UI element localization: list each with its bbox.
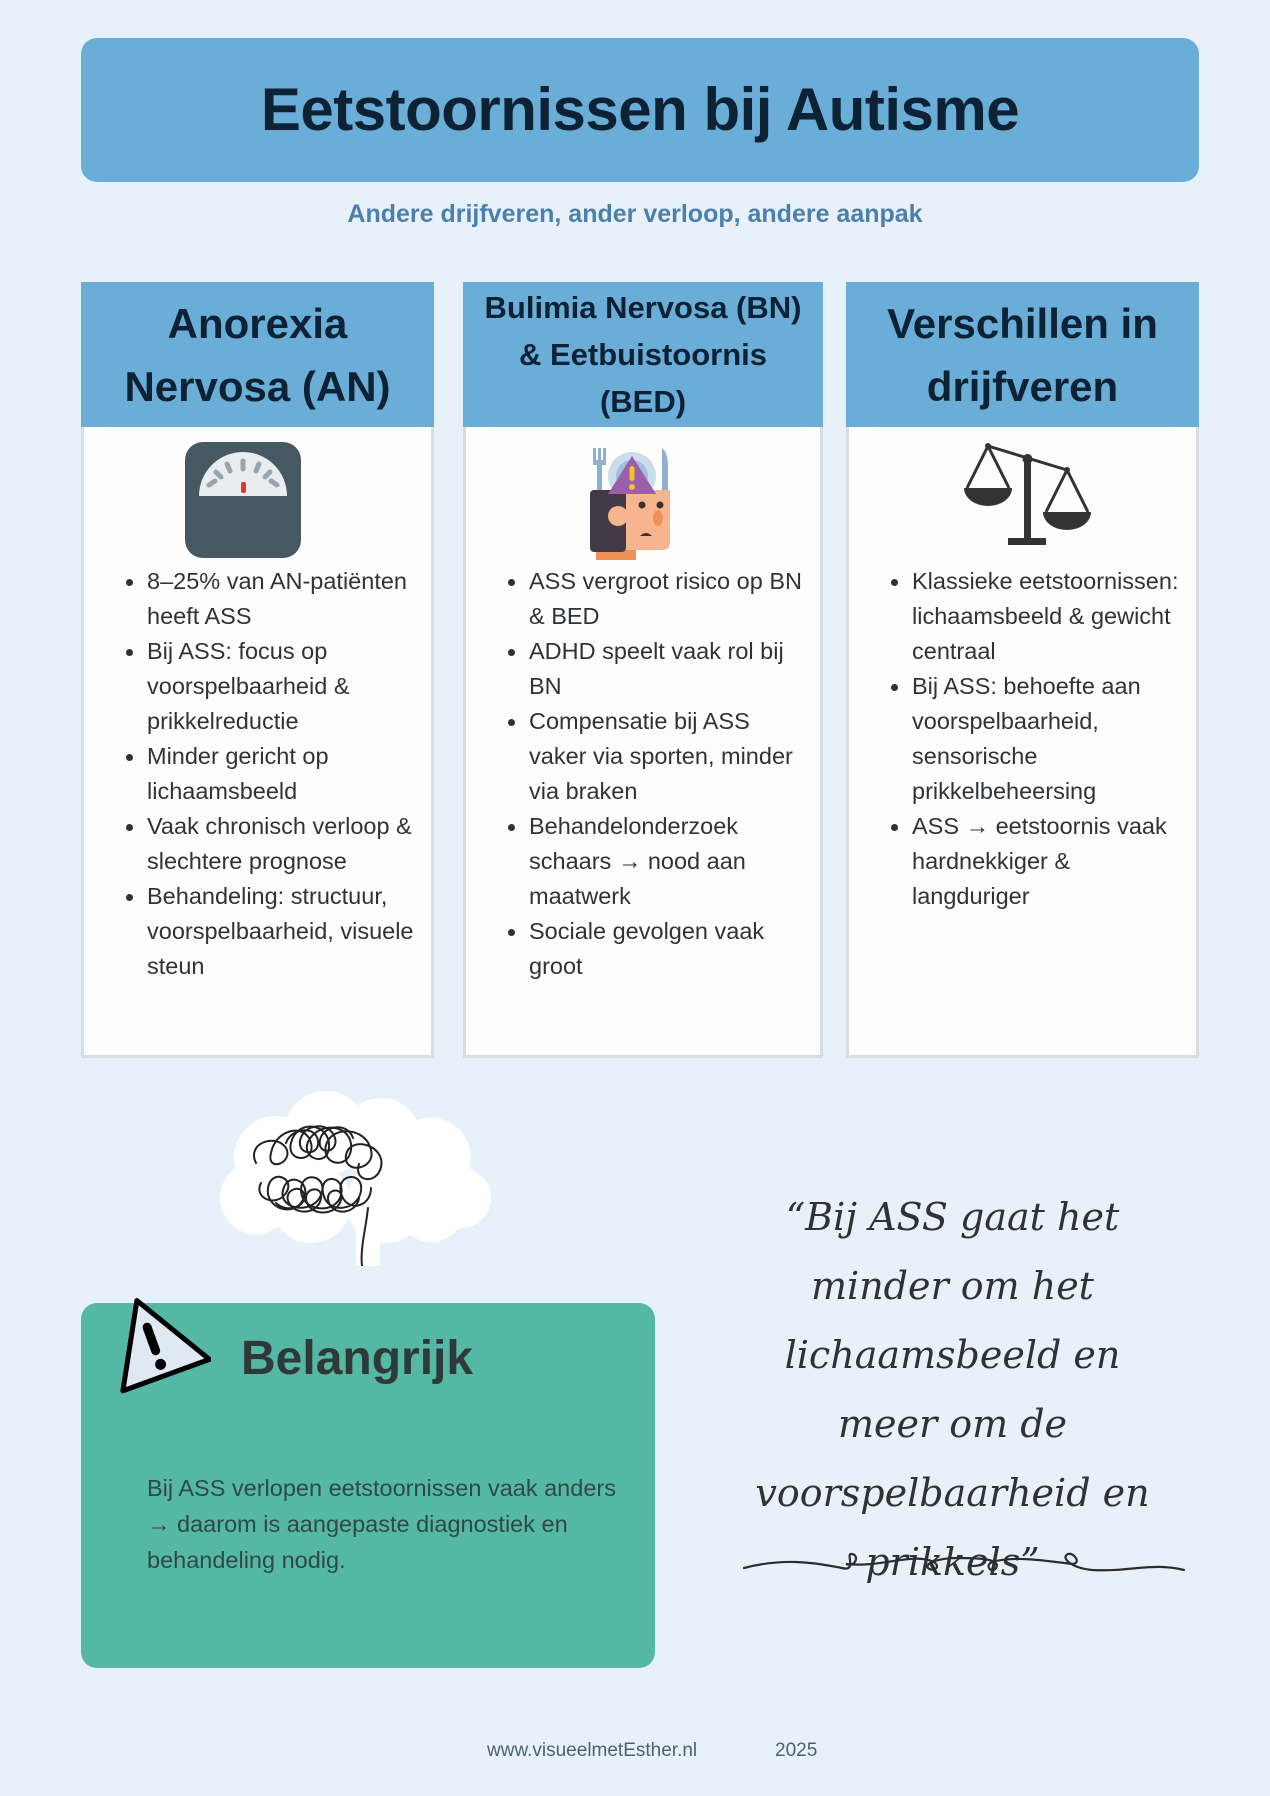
stressed-eater-warning-icon (466, 442, 820, 558)
list-item: Compensatie bij ASS vaker via sporten, minder via braken (506, 704, 810, 809)
list-item: Bij ASS: behoefte aan voorspelbaarheid, sensorische prikkelbeheersing (889, 669, 1186, 809)
footer-year: 2025 (775, 1740, 818, 1761)
card-verschillen (846, 282, 1199, 1058)
list-item: Behandelonderzoek schaars → nood aan maatwerk (506, 809, 810, 914)
title-banner (81, 38, 1199, 182)
list-item: Sociale gevolgen vaak groot (506, 914, 810, 984)
weighing-scale-icon (84, 442, 431, 558)
footer-website-link[interactable]: www.visueelmetEsther.nl (487, 1740, 698, 1761)
swirl-divider-icon (742, 1550, 1186, 1580)
balance-scale-icon (849, 442, 1196, 558)
card-header (463, 282, 823, 427)
card-bullet-list (124, 564, 421, 984)
list-item: Bij ASS: focus op voorspelbaarheid & prikkelreductie (124, 634, 421, 739)
page-title: Eetstoornissen bij Autisme (260, 76, 1020, 143)
tangled-brain-icon (216, 1088, 492, 1266)
important-title: Belangrijk (241, 1332, 474, 1385)
card-title: Verschillen in drijfveren (887, 299, 1158, 410)
list-item: Klassieke eetstoornissen: lichaamsbeeld & gewicht centraal (889, 564, 1186, 669)
warning-triangle-icon (105, 1284, 211, 1394)
list-item: ADHD speelt vaak rol bij BN (506, 634, 810, 704)
important-text: Bij ASS verlopen eetstoornissen vaak anders → daarom is aangepaste diagnostiek en behandeling nodig. (147, 1475, 616, 1573)
card-bullet-list (506, 564, 810, 984)
list-item: ASS vergroot risico op BN & BED (506, 564, 810, 634)
list-item: Minder gericht op lichaamsbeeld (124, 739, 421, 809)
page-subtitle: Andere drijfveren, ander verloop, andere aanpak (347, 200, 923, 228)
list-item: Behandeling: structuur, voorspelbaarheid, visuele steun (124, 879, 421, 984)
quote-text: “Bij ASS gaat het minder om het lichaamsbeeld en meer om de voorspelbaarheid en prikkels” (755, 1195, 1150, 1584)
card-title: Bulimia Nervosa (BN) & Eetbuistoornis (BED) (484, 290, 802, 419)
list-item: Vaak chronisch verloop & slechtere prognose (124, 809, 421, 879)
card-title: Anorexia Nervosa (AN) (124, 299, 391, 410)
card-header (81, 282, 434, 427)
list-item: ASS → eetstoornis vaak hardnekkiger & langduriger (889, 809, 1186, 914)
card-header (846, 282, 1199, 427)
card-bulimia-bed (463, 282, 823, 1058)
list-item: 8–25% van AN-patiënten heeft ASS (124, 564, 421, 634)
card-anorexia (81, 282, 434, 1058)
card-bullet-list (889, 564, 1186, 914)
